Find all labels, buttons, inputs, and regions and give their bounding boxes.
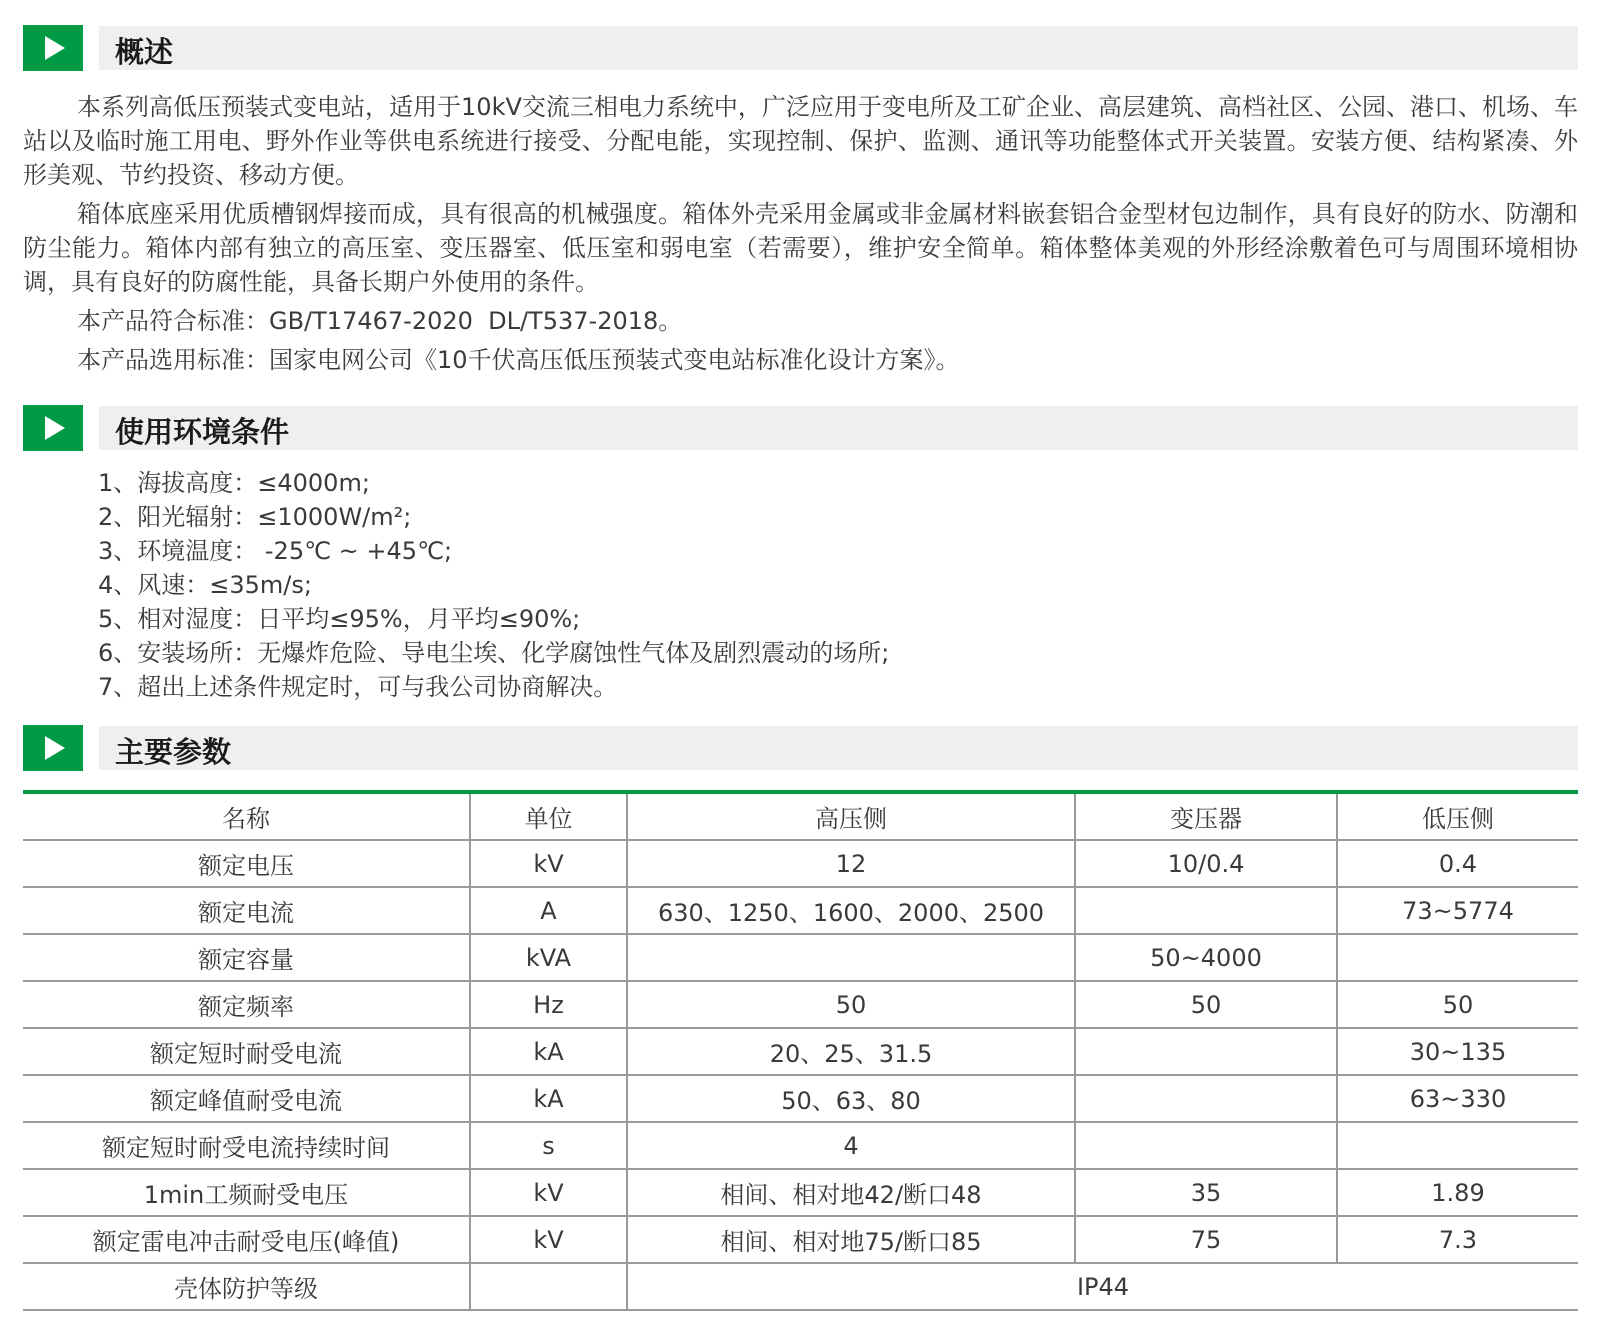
table-cell: kV [470,1216,627,1263]
table-cell: kVA [470,934,627,981]
table-cell: 4 [627,1122,1075,1169]
list-item: 6、安装场所：无爆炸危险、导电尘埃、化学腐蚀性气体及剧烈震动的场所; [98,639,890,667]
table-cell: 30~135 [1337,1028,1578,1075]
section-header-parameters [23,725,1578,771]
table-cell: 50~4000 [1075,934,1337,981]
table-cell: kV [470,1169,627,1216]
play-arrow-icon [23,725,83,771]
table-cell: 额定短时耐受电流 [23,1028,470,1075]
table-row [23,1075,1578,1122]
table-row [23,1263,1578,1310]
table-cell: 73~5774 [1337,887,1578,934]
table-cell: 75 [1075,1216,1337,1263]
table-cell: 50 [627,981,1075,1028]
table-cell [1075,1075,1337,1122]
table-header-row [23,792,1578,840]
table-cell [1337,934,1578,981]
table-cell: 相间、相对地42/断口48 [627,1169,1075,1216]
table-cell: 额定短时耐受电流持续时间 [23,1122,470,1169]
list-item: 4、风速：≤35m/s; [98,571,312,599]
table-cell: 12 [627,840,1075,887]
table-cell: 1min工频耐受电压 [23,1169,470,1216]
table-cell: 额定电压 [23,840,470,887]
column-header: 变压器 [1075,792,1337,840]
table-cell: 20、25、31.5 [627,1028,1075,1075]
table-cell: 50 [1337,981,1578,1028]
table-cell [1075,1122,1337,1169]
table-row [23,1122,1578,1169]
table-cell: IP44 [627,1263,1578,1310]
parameters-table [23,790,1578,1311]
paragraph: 本产品选用标准：国家电网公司《10千伏高压低压预装式变电站标准化设计方案》。 [77,346,960,374]
table-cell: 35 [1075,1169,1337,1216]
column-header: 名称 [23,792,470,840]
list-item: 2、阳光辐射：≤1000W/m²; [98,503,412,531]
table-cell: 1.89 [1337,1169,1578,1216]
table-cell: kV [470,840,627,887]
paragraph: 本系列高低压预装式变电站，适用于10kV交流三相电力系统中，广泛应用于变电所及工矿企业、高层建筑、高档社区、公园、港口、机场、车站以及临时施工用电、野外作业等供电系统进行接受、分配电能，实现控制、保护、监测、通讯等功能整体式开关装置。安装方便、结构紧凑、外形美观、节约投资、移动方便。 [23,93,1578,189]
play-arrow-icon [23,405,83,451]
table-cell [1075,1028,1337,1075]
table-cell: 额定雷电冲击耐受电压(峰值) [23,1216,470,1263]
table-cell: 额定电流 [23,887,470,934]
table-cell [1337,1122,1578,1169]
table-row [23,981,1578,1028]
section-header-overview [23,25,1578,71]
table-cell: 10/0.4 [1075,840,1337,887]
table-cell: 额定峰值耐受电流 [23,1075,470,1122]
table-cell: s [470,1122,627,1169]
table-cell: 7.3 [1337,1216,1578,1263]
section-title: 使用环境条件 [115,415,290,449]
table-row [23,840,1578,887]
table-cell: 630、1250、1600、2000、2500 [627,887,1075,934]
table-cell: 63~330 [1337,1075,1578,1122]
table-cell [470,1263,627,1310]
table-cell: 50、63、80 [627,1075,1075,1122]
paragraph: 本产品符合标准：GB/T17467-2020 DL/T537-2018。 [77,307,683,335]
table-cell: 相间、相对地75/断口85 [627,1216,1075,1263]
table-cell: 额定容量 [23,934,470,981]
section-title: 概述 [115,35,174,69]
list-item: 1、海拔高度：≤4000m; [98,469,370,497]
column-header: 单位 [470,792,627,840]
table-row [23,1028,1578,1075]
table-cell [627,934,1075,981]
table-cell: 0.4 [1337,840,1578,887]
conditions-list [98,466,889,704]
table-cell: 额定频率 [23,981,470,1028]
table-cell: kA [470,1028,627,1075]
table-row [23,934,1578,981]
overview-text [23,90,1578,382]
table-row [23,1216,1578,1263]
table-row [23,887,1578,934]
list-item: 7、超出上述条件规定时，可与我公司协商解决。 [98,673,618,701]
list-item: 5、相对湿度：日平均≤95%，月平均≤90%; [98,605,581,633]
section-header-conditions [23,405,1578,451]
table-row [23,1169,1578,1216]
table-cell: Hz [470,981,627,1028]
table-cell: kA [470,1075,627,1122]
paragraph: 箱体底座采用优质槽钢焊接而成，具有很高的机械强度。箱体外壳采用金属或非金属材料嵌套铝合金型材包边制作，具有良好的防水、防潮和防尘能力。箱体内部有独立的高压室、变压器室、低压室和弱电室（若需要），维护安全简单。箱体整体美观的外形经涂敷着色可与周围环境相协调，具有良好的防腐性能，具备长期户外使用的条件。 [23,200,1578,296]
section-title: 主要参数 [115,735,232,769]
table-cell [1075,887,1337,934]
play-arrow-icon [23,25,83,71]
list-item: 3、环境温度： -25℃ ~ +45℃; [98,537,453,565]
table-cell: 壳体防护等级 [23,1263,470,1310]
table-cell: 50 [1075,981,1337,1028]
column-header: 高压侧 [627,792,1075,840]
column-header: 低压侧 [1337,792,1578,840]
table-cell: A [470,887,627,934]
